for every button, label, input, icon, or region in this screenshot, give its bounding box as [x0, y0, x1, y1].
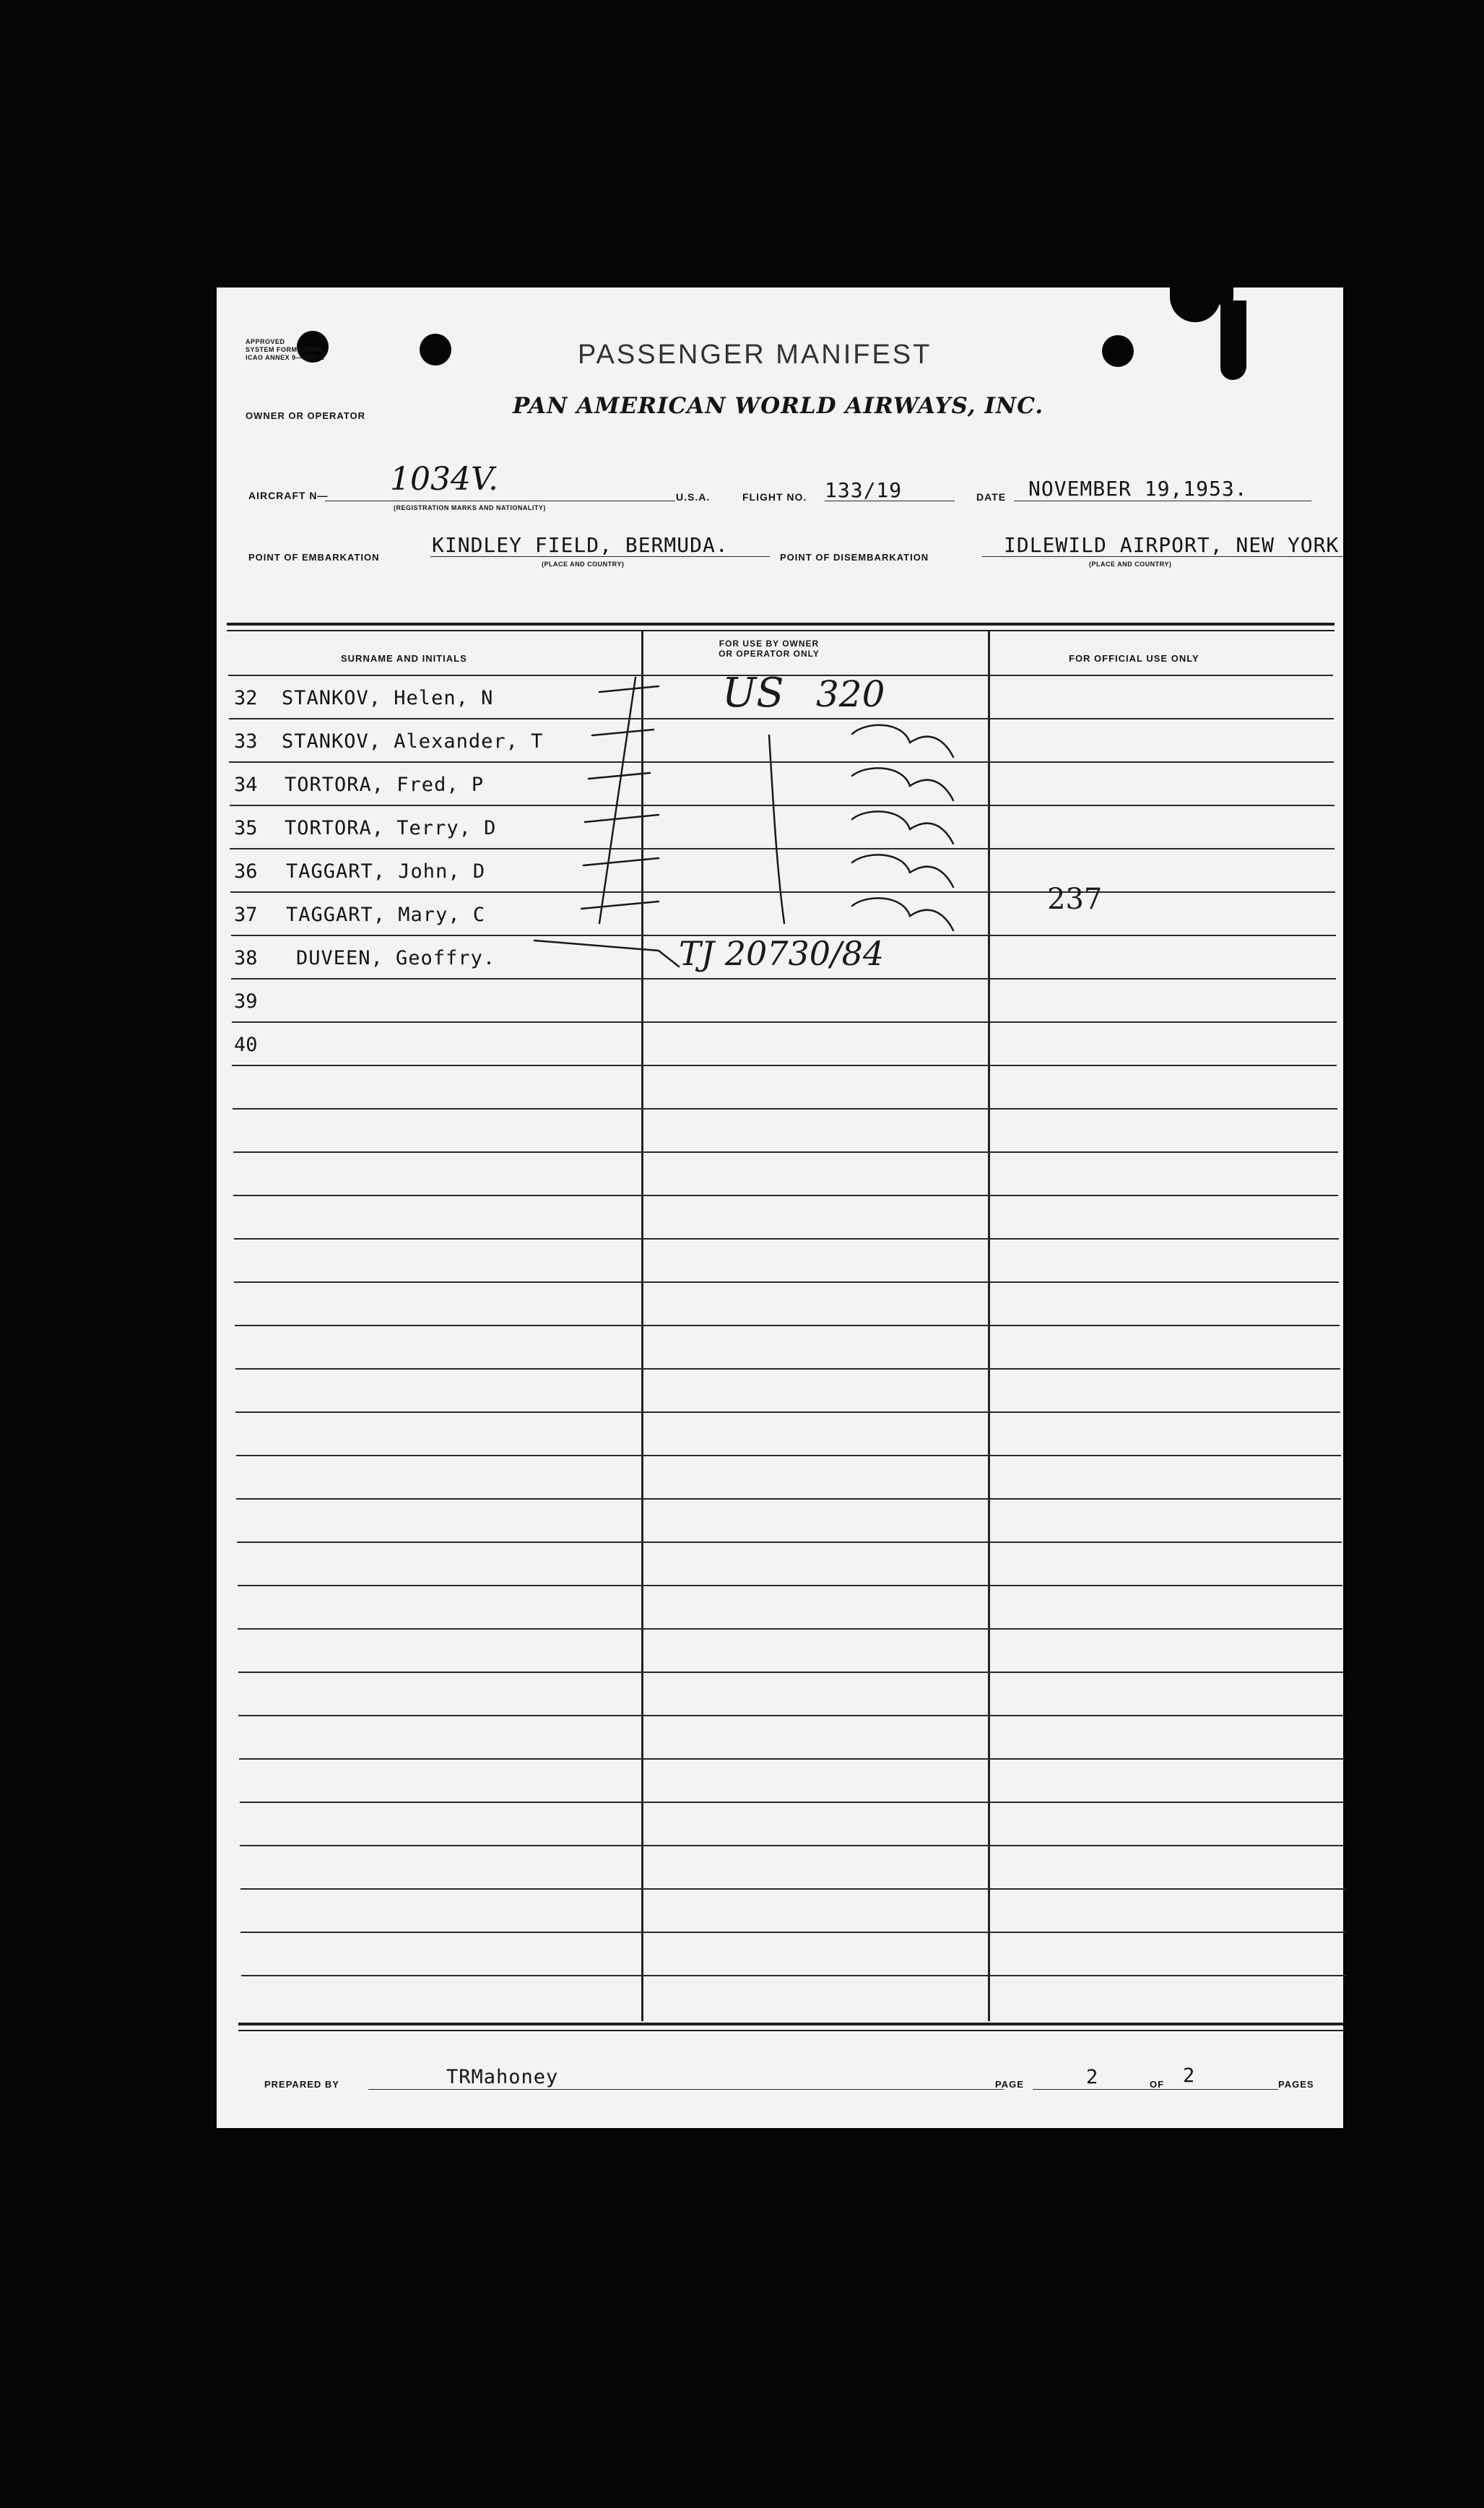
aircraft-value: 1034V.: [390, 461, 499, 498]
ruled-line: [241, 1975, 1346, 1976]
prepared-label: PREPARED BY: [264, 2079, 339, 2090]
disembark-label: POINT OF DISEMBARKATION: [780, 552, 929, 563]
row-number: 37: [234, 904, 258, 926]
ruled-line: [233, 1195, 1338, 1196]
passenger-name: TAGGART, John, D: [286, 860, 486, 883]
owner-label: OWNER OR OPERATOR: [246, 410, 366, 421]
prepared-line: [368, 2089, 1004, 2090]
flight-value: 133/19: [825, 478, 903, 502]
row-number: 34: [234, 774, 258, 796]
table-bottom-rule: [238, 2030, 1343, 2031]
col-official-header: FOR OFFICIAL USE ONLY: [1069, 653, 1199, 664]
col-owner-header: FOR USE BY OWNER OR OPERATOR ONLY: [719, 639, 820, 659]
ruled-line: [240, 1932, 1345, 1933]
passenger-name: TORTORA, Terry, D: [285, 817, 497, 839]
table-bottom-rule: [238, 2023, 1343, 2025]
aircraft-label: AIRCRAFT N—: [248, 490, 329, 501]
ruled-line: [235, 1411, 1340, 1413]
ruled-line: [234, 1281, 1339, 1283]
page-value: 2: [1086, 2066, 1099, 2088]
operator-name: PAN AMERICAN WORLD AIRWAYS, INC.: [513, 393, 1044, 419]
row-number: 32: [234, 687, 258, 709]
ruled-line: [233, 1151, 1338, 1153]
passenger-name: TORTORA, Fred, P: [285, 774, 485, 796]
ruled-line: [238, 1585, 1342, 1586]
handwritten-bottom-note: TJ 20730/84: [679, 934, 885, 973]
date-label: DATE: [976, 491, 1007, 503]
row-number: 35: [234, 817, 258, 839]
ruled-line: [240, 1845, 1345, 1846]
ruled-line: [233, 1108, 1337, 1110]
ruled-line: [235, 1368, 1340, 1370]
disembark-caption: (PLACE AND COUNTRY): [1089, 561, 1172, 568]
handwritten-us: US: [722, 670, 784, 717]
embark-value: KINDLEY FIELD, BERMUDA.: [432, 533, 729, 557]
pages-value: 2: [1183, 2064, 1196, 2087]
ruled-line: [234, 1238, 1339, 1240]
handwritten-marks: [217, 287, 1343, 1010]
row-number: 33: [234, 730, 258, 753]
passenger-name: TAGGART, Mary, C: [286, 904, 486, 926]
disembark-value: IDLEWILD AIRPORT, NEW YORK: [1004, 533, 1340, 557]
row-number: 39: [234, 990, 258, 1013]
of-label: OF: [1150, 2079, 1165, 2090]
pages-label: PAGES: [1278, 2079, 1314, 2090]
embark-caption: (PLACE AND COUNTRY): [542, 561, 625, 568]
ruled-line: [236, 1498, 1341, 1500]
ruled-line: [237, 1541, 1342, 1543]
handwritten-code: 320: [816, 673, 885, 715]
row-number: 36: [234, 860, 258, 883]
manifest-sheet: [217, 287, 1343, 2128]
ruled-line: [232, 1021, 1337, 1023]
col-surname-header: SURNAME AND INITIALS: [341, 653, 467, 664]
ruled-line: [240, 1802, 1345, 1803]
ruled-line: [238, 1672, 1343, 1673]
ruled-line: [232, 1065, 1337, 1066]
row-number: 38: [234, 947, 258, 969]
approval-stamp: APPROVED SYSTEM FORM COMM. ICAO ANNEX 9—APP. 2: [246, 338, 325, 361]
passenger-name: DUVEEN, Geoffry.: [296, 947, 496, 969]
ruled-line: [235, 1325, 1340, 1326]
ruled-line: [240, 1888, 1345, 1890]
ruled-line: [238, 1628, 1342, 1630]
usa-label: U.S.A.: [676, 491, 711, 503]
page-label: PAGE: [995, 2079, 1024, 2090]
handwritten-stamp-number: 237: [1047, 883, 1103, 916]
date-value: NOVEMBER 19,1953.: [1028, 477, 1248, 501]
ruled-line: [239, 1758, 1344, 1760]
passenger-name: STANKOV, Helen, N: [282, 687, 494, 709]
row-number: 40: [234, 1034, 258, 1056]
form-title: PASSENGER MANIFEST: [578, 340, 932, 370]
flight-label: FLIGHT NO.: [742, 491, 807, 503]
embark-label: POINT OF EMBARKATION: [248, 552, 380, 563]
ruled-line: [236, 1455, 1341, 1456]
ruled-line: [238, 1715, 1343, 1716]
registration-caption: (REGISTRATION MARKS AND NATIONALITY): [394, 504, 546, 511]
page-line: [1033, 2089, 1278, 2090]
prepared-value: TRMahoney: [446, 2066, 559, 2088]
passenger-name: STANKOV, Alexander, T: [282, 730, 544, 753]
